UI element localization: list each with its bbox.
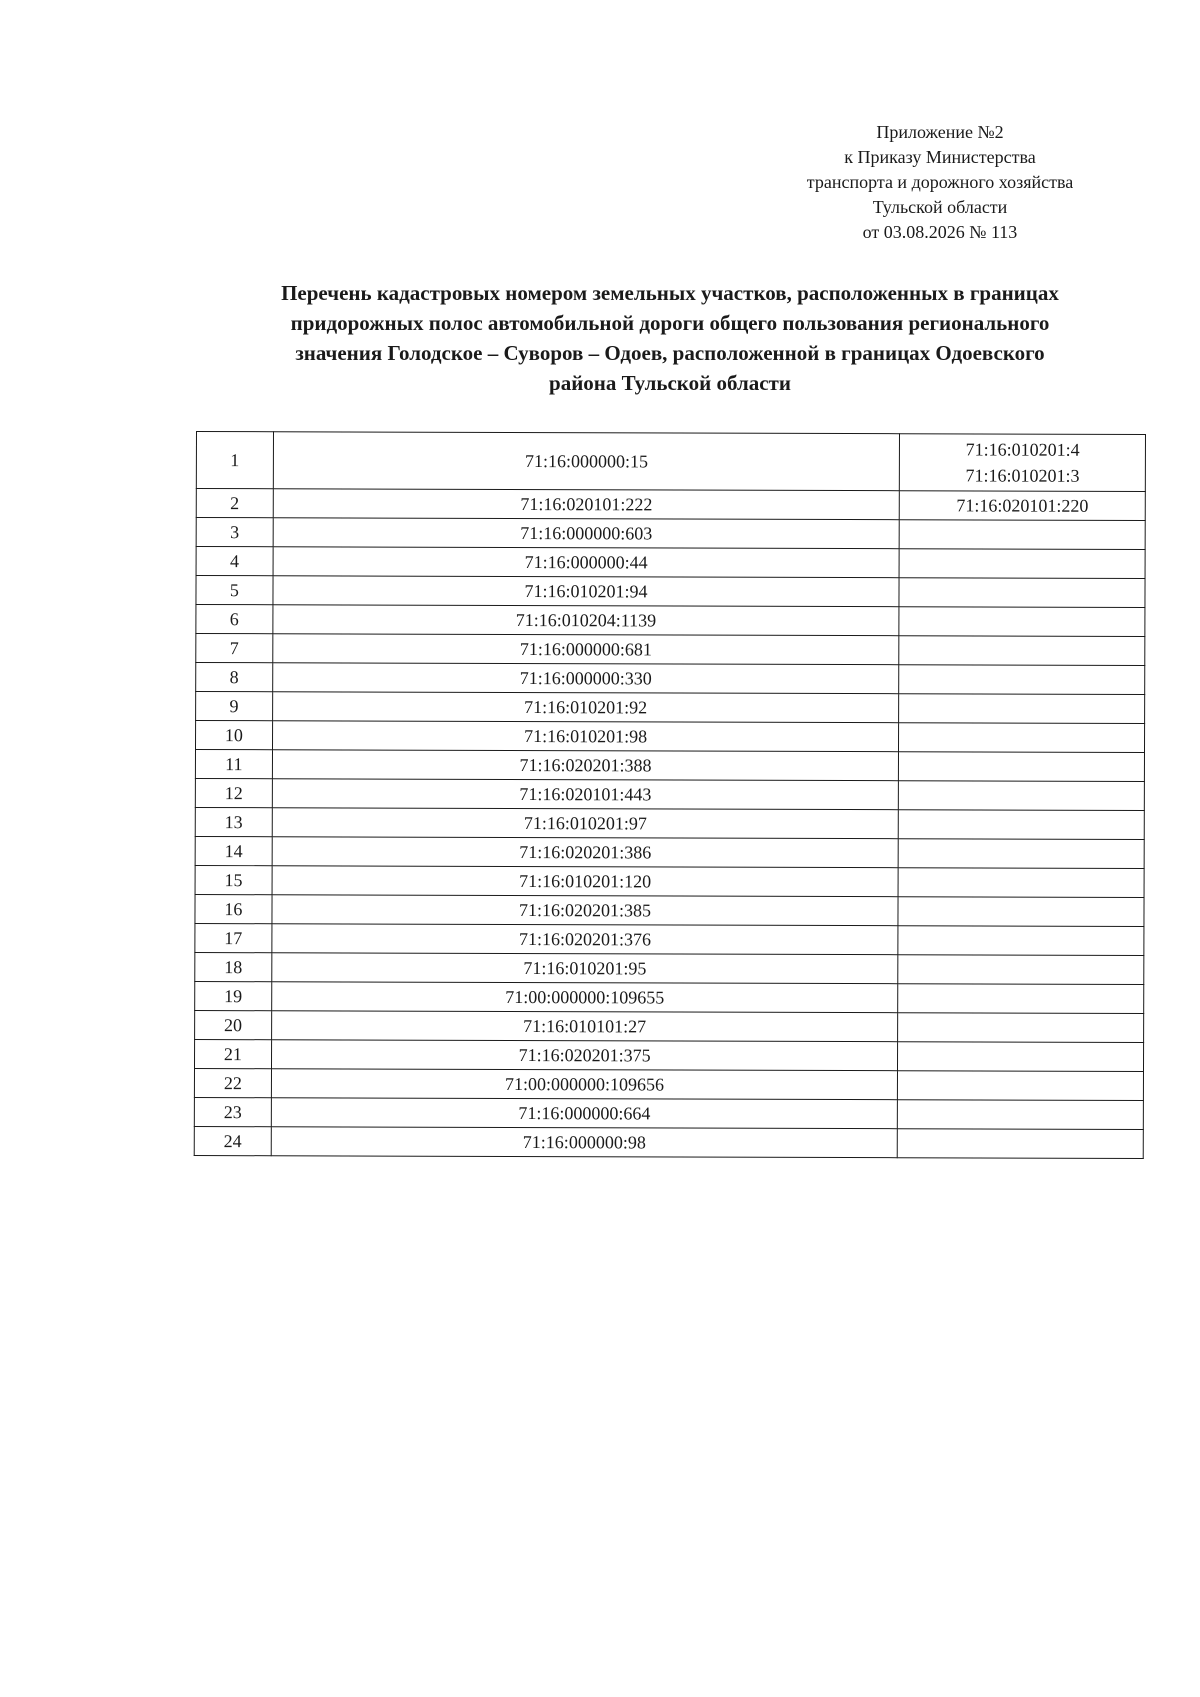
appendix-order-ref: к Приказу Министерства — [844, 147, 1036, 167]
table-row — [195, 836, 1144, 868]
table-row — [196, 605, 1145, 637]
table-row — [195, 721, 1144, 753]
related-number-cell — [899, 723, 1145, 753]
title-line: значения Голодское – Суворов – Одоев, расположенной в границах Одоевского — [295, 341, 1045, 365]
row-number-cell: 6 — [196, 605, 273, 634]
related-number-cell — [898, 1129, 1144, 1159]
table-row — [194, 1126, 1143, 1158]
related-number-cell — [898, 1071, 1144, 1101]
related-number-cell — [899, 636, 1145, 666]
cadastral-number-cell: 71:16:020101:222 — [273, 489, 900, 520]
row-number-cell: 12 — [195, 778, 272, 807]
cadastral-number-cell: 71:16:010201:94 — [273, 576, 900, 607]
related-number-cell — [899, 781, 1145, 811]
title-line: Перечень кадастровых номером земельных участков, расположенных в границах — [281, 281, 1059, 305]
related-number-cell — [899, 520, 1145, 550]
row-number-cell: 10 — [195, 721, 272, 750]
table-row — [196, 634, 1145, 666]
related-number-cell — [898, 955, 1144, 985]
table-row — [195, 750, 1144, 782]
cadastral-number-cell: 71:16:020201:375 — [271, 1040, 898, 1071]
table-row — [195, 981, 1144, 1013]
related-number-cell — [899, 752, 1145, 782]
related-number-cell — [899, 665, 1145, 695]
cadastral-number-cell: 71:16:020201:376 — [272, 924, 899, 955]
cadastral-number-cell: 71:16:010201:92 — [272, 692, 899, 723]
cadastral-number-cell: 71:16:000000:15 — [273, 432, 900, 491]
table-row — [196, 663, 1145, 695]
table-row — [194, 1068, 1143, 1100]
cadastral-number-cell: 71:16:020201:388 — [272, 750, 899, 781]
cadastral-number-cell: 71:00:000000:109656 — [271, 1069, 898, 1100]
cadastral-table — [194, 431, 1146, 1159]
table-row — [196, 489, 1145, 521]
row-number-cell: 16 — [195, 894, 272, 923]
cadastral-number-cell: 71:16:000000:98 — [271, 1127, 898, 1158]
table-row — [194, 1097, 1143, 1129]
table-row — [196, 432, 1145, 492]
appendix-region: Тульской области — [872, 197, 1008, 217]
row-number-cell: 22 — [194, 1068, 271, 1097]
related-number-cell — [898, 868, 1144, 898]
related-number-cell — [898, 1100, 1144, 1130]
row-number-cell: 15 — [195, 865, 272, 894]
document-title — [200, 278, 1140, 398]
cadastral-number-cell: 71:16:010204:1139 — [273, 605, 900, 636]
row-number-cell: 18 — [195, 952, 272, 981]
cadastral-number-cell: 71:16:010201:98 — [272, 721, 899, 752]
title-line: района Тульской области — [549, 371, 791, 395]
row-number-cell: 23 — [194, 1097, 271, 1126]
row-number-cell: 2 — [196, 489, 273, 518]
row-number-cell: 11 — [195, 750, 272, 779]
related-number-cell — [898, 897, 1144, 927]
related-number-cell — [898, 1013, 1144, 1043]
row-number-cell: 24 — [194, 1126, 271, 1155]
table-row — [195, 1010, 1144, 1042]
cadastral-number-cell: 71:16:010201:120 — [272, 866, 899, 897]
cadastral-number-cell: 71:16:000000:44 — [273, 547, 900, 578]
appendix-header — [740, 120, 1140, 245]
related-number-cell — [899, 578, 1145, 608]
related-number-cell — [900, 491, 1146, 521]
appendix-ministry: транспорта и дорожного хозяйства — [806, 172, 1074, 192]
cadastral-number-cell: 71:16:010201:97 — [272, 808, 899, 839]
row-number-cell: 1 — [196, 432, 273, 489]
row-number-cell: 5 — [196, 576, 273, 605]
related-number: 71:16:010201:4 — [965, 439, 1080, 460]
cadastral-number-cell: 71:16:020201:385 — [272, 895, 899, 926]
appendix-number: Приложение №2 — [876, 122, 1004, 142]
row-number-cell: 13 — [195, 807, 272, 836]
cadastral-number-cell: 71:16:000000:603 — [273, 518, 900, 549]
table-row — [195, 807, 1144, 839]
table-row — [195, 778, 1144, 810]
related-number: 71:16:020101:220 — [956, 495, 1089, 516]
row-number-cell: 19 — [195, 981, 272, 1010]
title-line: придорожных полос автомобильной дороги общего пользования регионального — [290, 311, 1050, 335]
related-number-cell — [899, 607, 1145, 637]
row-number-cell: 20 — [195, 1010, 272, 1039]
cadastral-number-cell: 71:16:020201:386 — [272, 837, 899, 868]
table-row — [195, 894, 1144, 926]
related-number-cell — [898, 926, 1144, 956]
table-row — [196, 518, 1145, 550]
related-number-cell — [898, 1042, 1144, 1072]
row-number-cell: 3 — [196, 518, 273, 547]
row-number-cell: 17 — [195, 923, 272, 952]
related-number: 71:16:010201:3 — [965, 465, 1080, 486]
table-row — [196, 576, 1145, 608]
related-number-cell — [898, 839, 1144, 869]
row-number-cell: 21 — [194, 1039, 271, 1068]
row-number-cell: 7 — [196, 634, 273, 663]
related-number-cell — [900, 434, 1146, 492]
cadastral-number-cell: 71:16:010101:27 — [271, 1011, 898, 1042]
table-row — [194, 1039, 1143, 1071]
row-number-cell: 4 — [196, 547, 273, 576]
appendix-date: от 03.08.2026 № 113 — [862, 222, 1018, 242]
cadastral-number-cell: 71:16:000000:664 — [271, 1098, 898, 1129]
table-row — [196, 547, 1145, 579]
related-number-cell — [899, 694, 1145, 724]
related-number-cell — [899, 810, 1145, 840]
row-number-cell: 8 — [196, 663, 273, 692]
cadastral-number-cell: 71:16:020101:443 — [272, 779, 899, 810]
cadastral-table-body — [194, 432, 1145, 1159]
cadastral-number-cell: 71:16:010201:95 — [272, 953, 899, 984]
related-number-cell — [898, 984, 1144, 1014]
row-number-cell: 9 — [196, 692, 273, 721]
row-number-cell: 14 — [195, 836, 272, 865]
table-row — [195, 952, 1144, 984]
cadastral-number-cell: 71:16:000000:330 — [272, 663, 899, 694]
table-row — [195, 865, 1144, 897]
table-row — [196, 692, 1145, 724]
related-number-cell — [899, 549, 1145, 579]
table-row — [195, 923, 1144, 955]
cadastral-number-cell: 71:16:000000:681 — [273, 634, 900, 665]
cadastral-number-cell: 71:00:000000:109655 — [271, 982, 898, 1013]
